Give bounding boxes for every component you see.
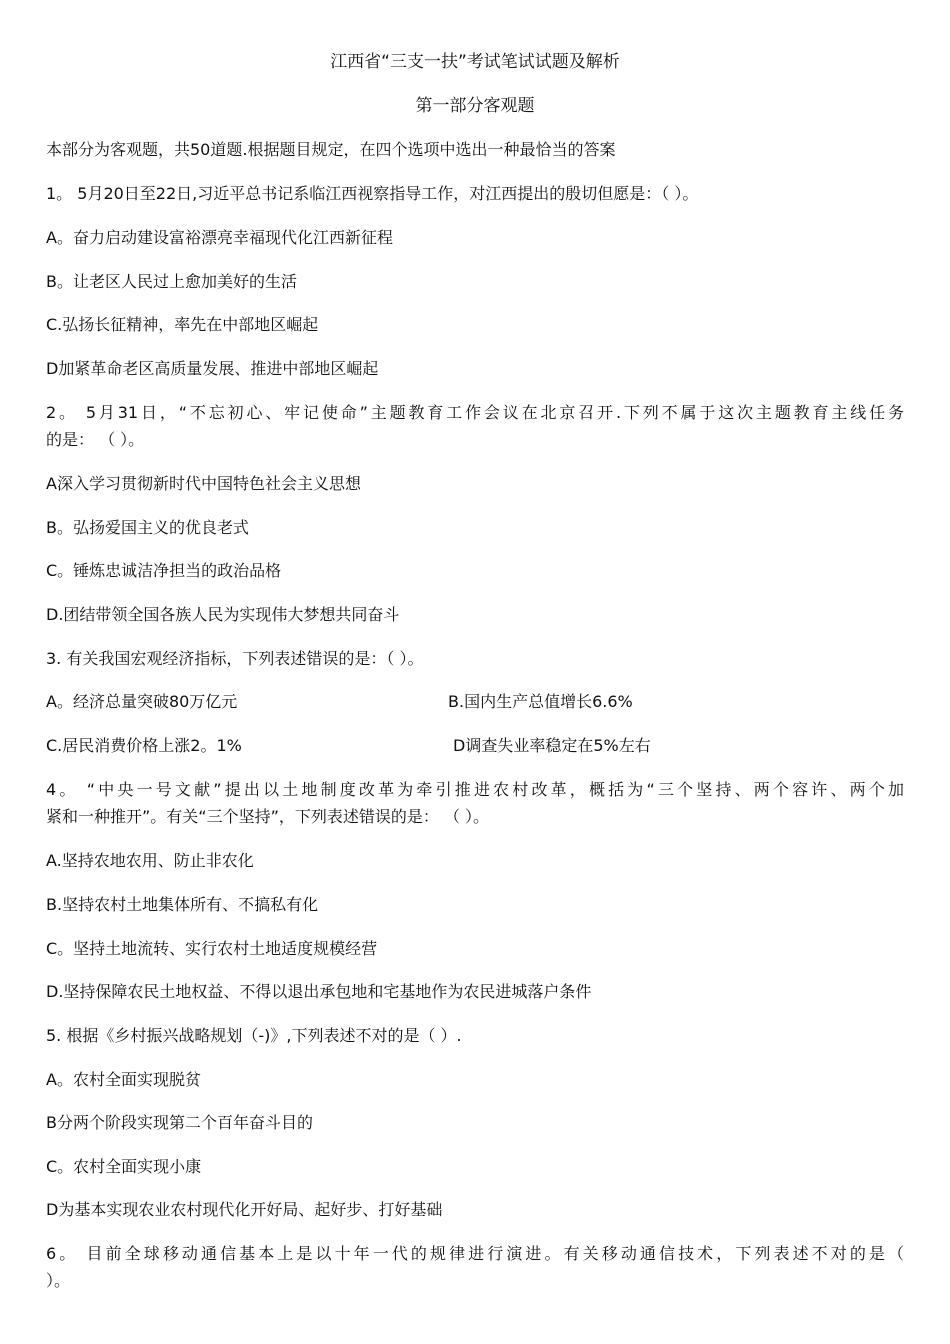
question-4-option-a: A.坚持农地农用、防止非农化 — [46, 851, 254, 870]
question-3-option-c: C.居民消费价格上涨2。1% — [46, 736, 242, 755]
question-3-option-b: B.国内生产总值增长6.6% — [448, 692, 633, 711]
document-title: 江西省“三支一扶”考试笔试试题及解析 — [330, 52, 620, 72]
question-1-option-a: A。奋力启动建设富裕漂亮幸福现代化江西新征程 — [46, 228, 393, 247]
question-2-option-c: C。锤炼忠诚洁净担当的政治品格 — [46, 561, 282, 580]
question-1-option-d: D加紧革命老区高质量发展、推进中部地区崛起 — [46, 359, 379, 378]
question-2-option-a: A深入学习贯彻新时代中国特色社会主义思想 — [46, 474, 361, 493]
question-4-stem-line-1: 4。 “中央一号文献”提出以土地制度改革为牵引推进农村改革，概括为“三个坚持、两个容许、两个加 — [46, 780, 904, 799]
question-1-option-c: C.弘扬长征精神，率先在中部地区崛起 — [46, 315, 319, 334]
question-4-option-c: C。坚持土地流转、实行农村土地适度规模经营 — [46, 939, 378, 958]
question-2-option-d: D.团结带领全国各族人民为实现伟大梦想共同奋斗 — [46, 605, 400, 624]
question-4-stem-line-2: 紧和一种推开”。有关“三个坚持”，下列表述错误的是： （ ）。 — [46, 807, 490, 826]
question-2-stem-line-2: 的是： （ ）。 — [46, 430, 145, 449]
question-2-option-b: B。弘扬爱国主义的优良老式 — [46, 518, 249, 537]
question-6-stem-line-2: ）。 — [46, 1271, 71, 1290]
question-3-stem: 3. 有关我国宏观经济指标，下列表述错误的是：（ ）。 — [46, 649, 424, 668]
question-1-option-b: B。让老区人民过上愈加美好的生活 — [46, 272, 297, 291]
question-3-option-d: D调查失业率稳定在5%左右 — [453, 736, 651, 755]
question-5-option-d: D为基本实现农业农村现代化开好局、起好步、打好基础 — [46, 1200, 443, 1219]
question-5-option-a: A。农村全面实现脱贫 — [46, 1070, 201, 1089]
section-heading: 第一部分客观题 — [415, 96, 535, 116]
question-6-stem-line-1: 6。 目前全球移动通信基本上是以十年一代的规律进行演进。有关移动通信技术，下列表述不对的是（ — [46, 1244, 904, 1263]
question-4-option-b: B.坚持农村土地集体所有、不搞私有化 — [46, 895, 319, 914]
question-3-option-a: A。经济总量突破80万亿元 — [46, 692, 238, 711]
question-5-option-b: B分两个阶段实现第二个百年奋斗目的 — [46, 1113, 313, 1132]
question-2-stem-line-1: 2。 5月31日，“不忘初心、牢记使命”主题教育工作会议在北京召开.下列不属于这次主题教育主线任务 — [46, 403, 904, 422]
question-1-stem: 1。 5月20日至22日,习近平总书记系临江西视察指导工作，对江西提出的殷切但愿是：（ ）。 — [46, 184, 699, 203]
question-5-option-c: C。农村全面实现小康 — [46, 1157, 202, 1176]
intro-text: 本部分为客观题，共50道题.根据题目规定，在四个选项中选出一种最恰当的答案 — [46, 140, 616, 159]
question-4-option-d: D.坚持保障农民土地权益、不得以退出承包地和宅基地作为农民进城落户条件 — [46, 982, 592, 1001]
question-5-stem: 5. 根据《乡村振兴战略规划（-)》,下列表述不对的是（ ）. — [46, 1026, 462, 1045]
